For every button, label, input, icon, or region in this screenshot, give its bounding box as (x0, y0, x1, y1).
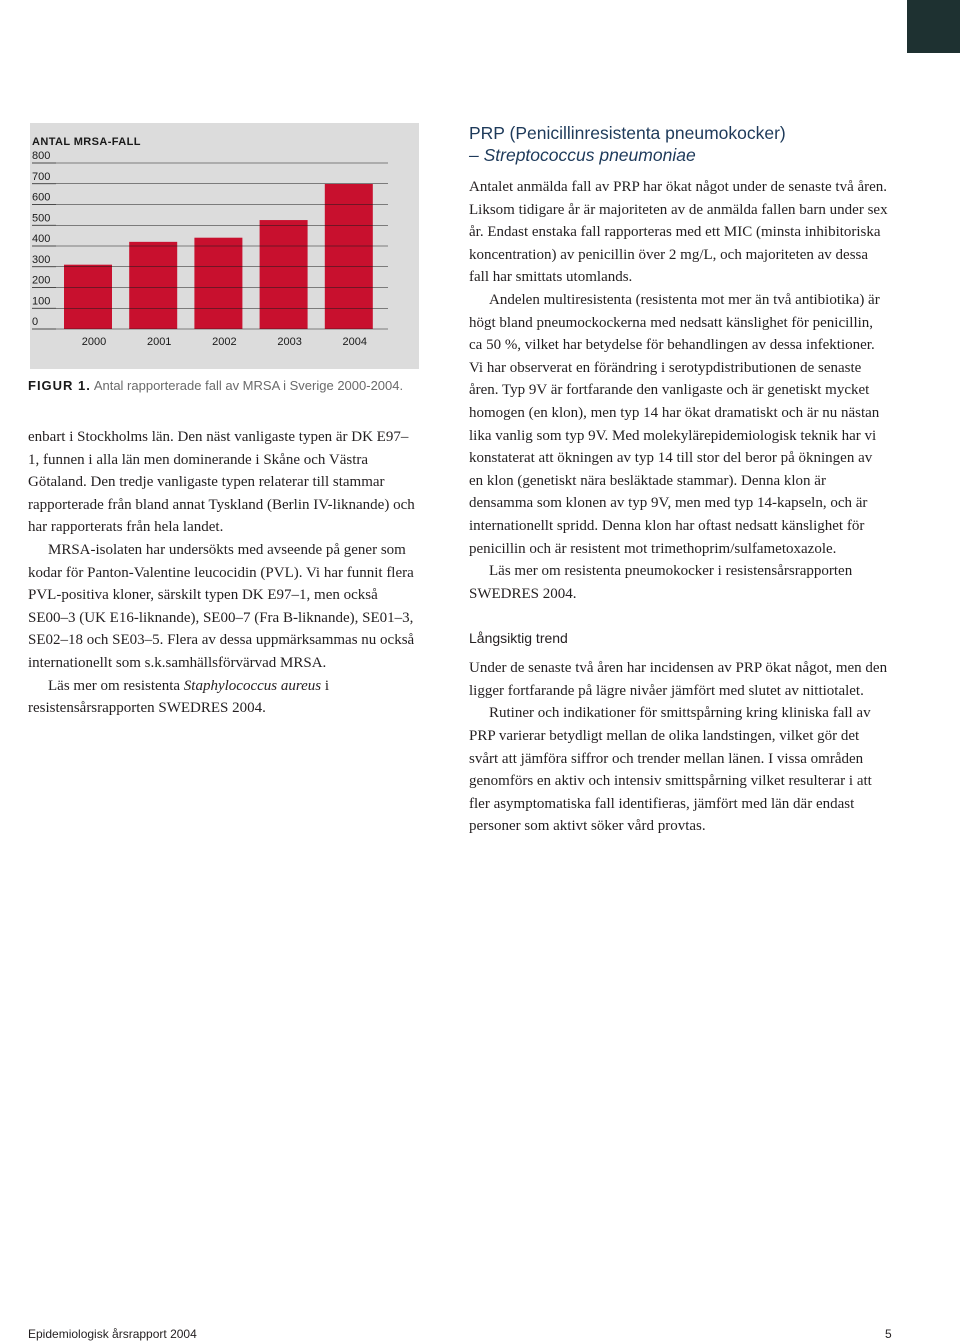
y-tick-label: 800 (32, 150, 51, 162)
y-tick-label: 0 (32, 316, 39, 328)
left-paragraph-1: enbart i Stockholms län. Den näst vanligaste typen är DK E97–1, funnen i alla län men dominerande i Skåne och Västra Götaland. Den tredje vanligaste typen relaterar till stammar rapporterade från bland annat Tyskland (Berlin IV-liknande) och har rapporterats från hela landet. (28, 429, 415, 536)
prp-section-heading (469, 122, 899, 166)
species-name: Staphylococcus aureus (183, 677, 322, 694)
section-subtitle: – Streptococcus pneumoniae (469, 145, 696, 165)
y-tick-label: 100 (32, 295, 51, 308)
x-tick-label: 2000 (81, 336, 107, 348)
right-column (469, 176, 889, 838)
chart-title: ANTAL MRSA-FALL (32, 136, 141, 148)
y-tick-label: 400 (32, 233, 51, 245)
figure-caption-label: FIGUR 1. (28, 378, 91, 393)
corner-tab (907, 0, 960, 53)
left-paragraph-2: MRSA-isolaten har undersökts med avseende på gener som kodar för Panton-Valentine leucocidin (PVL). Vi har funnit flera PVL-positiva kloner, särskilt typen DK E97–1, men också SE00–3 (UK E16-liknande), SE00–7 (Fra B-liknande), SE01–3, SE02–18 och SE03–5. Flera av dessa uppmärksammas nu också internationellt som s.k.samhällsförvärvad MRSA. (28, 541, 415, 671)
right-paragraph-4: Under de senaste två åren har incidensen av PRP ökat något, men den ligger fortfarande på lägre nivåer jämfört med slutet av nittiotalet. (469, 660, 888, 699)
left-paragraph-3-before: Läs mer om resistenta (48, 677, 184, 694)
right-paragraph-1: Antalet anmälda fall av PRP har ökat något under de senaste två åren. Liksom tidigare år är majoriteten av de anmälda fallen barn under sex år. Endast enstaka fall rapporteras med ett MIC (minsta inhibitoriska koncentration) av penicillin över 2 mg/L, och majoriteten av dessa fall har smittats utomlands. (469, 179, 888, 286)
y-tick-label: 500 (32, 212, 51, 225)
page-number: 5 (885, 1327, 892, 1341)
subsection-title: Långsiktig trend (469, 630, 568, 647)
figure-mrsa-chart (30, 123, 419, 369)
x-tick-label: 2004 (342, 336, 368, 348)
section-title: PRP (Penicillinresistenta pneumokocker) (469, 123, 786, 143)
figure-caption (28, 378, 403, 393)
left-paragraph-3-after: i resistensårsrapporten SWEDRES 2004. (28, 677, 330, 717)
y-tick-label: 200 (32, 274, 51, 287)
footer-report-title: Epidemiologisk årsrapport 2004 (28, 1327, 197, 1341)
y-tick-label: 300 (32, 253, 51, 266)
bar-chart (30, 123, 419, 369)
bar-2001 (129, 242, 177, 329)
bar-2002 (194, 238, 242, 329)
bar-2003 (260, 220, 308, 329)
x-tick-label: 2003 (277, 336, 302, 348)
right-paragraph-3: Läs mer om resistenta pneumokocker i resistensårsrapporten SWEDRES 2004. (469, 563, 853, 602)
bar-2000 (64, 265, 112, 329)
left-column (28, 426, 418, 720)
right-paragraph-5: Rutiner och indikationer för smittspårning kring kliniska fall av PRP varierar betydligt mellan de olika landstingen, vilket gör det svårt att jämföra siffror och trender mellan länen. I vissa områden genomförs en aktiv och intensiv smittspårning vilket resulterar i att fler asymptomatiska fall identifieras, jämfört med län där endast personer som aktivt söker vård provtas. (469, 705, 872, 835)
bar-2004 (325, 184, 373, 329)
right-paragraph-2: Andelen multiresistenta (resistenta mot mer än två antibiotika) är högt bland pneumockockerna med nedsatt känslighet för penicillin, ca 50 %, vilket har betydelse för behandlingen av dessa infektioner. Vi har observerat en förändring i serotypdistributionen de senaste åren. Typ 9V är fortfarande den vanligaste och är genetiskt mycket homogen (en klon), men typ 14 har ökat dramatiskt och är nu nästan lika vanlig som typ 9V. Med molekylärepidemiologisk teknik har vi konstaterat att ökningen av typ 14 till stor del beror på ökningen av en klon (genetiskt nära besläktade stammar). Denna klon är densamma som klonen av typ 9V, men med typ 14-kapseln, och är internationellt spridd. Denna klon har oftast nedsatt känslighet för penicillin och är resistent mot trimethoprim/sulfametoxazole. (469, 291, 880, 557)
left-paragraph-3 (28, 675, 418, 720)
x-tick-label: 2002 (212, 336, 237, 348)
figure-caption-text: Antal rapporterade fall av MRSA i Sverige 2000-2004. (93, 378, 404, 393)
y-tick-label: 600 (32, 191, 51, 204)
y-tick-label: 700 (32, 170, 51, 183)
x-tick-label: 2001 (146, 336, 172, 348)
